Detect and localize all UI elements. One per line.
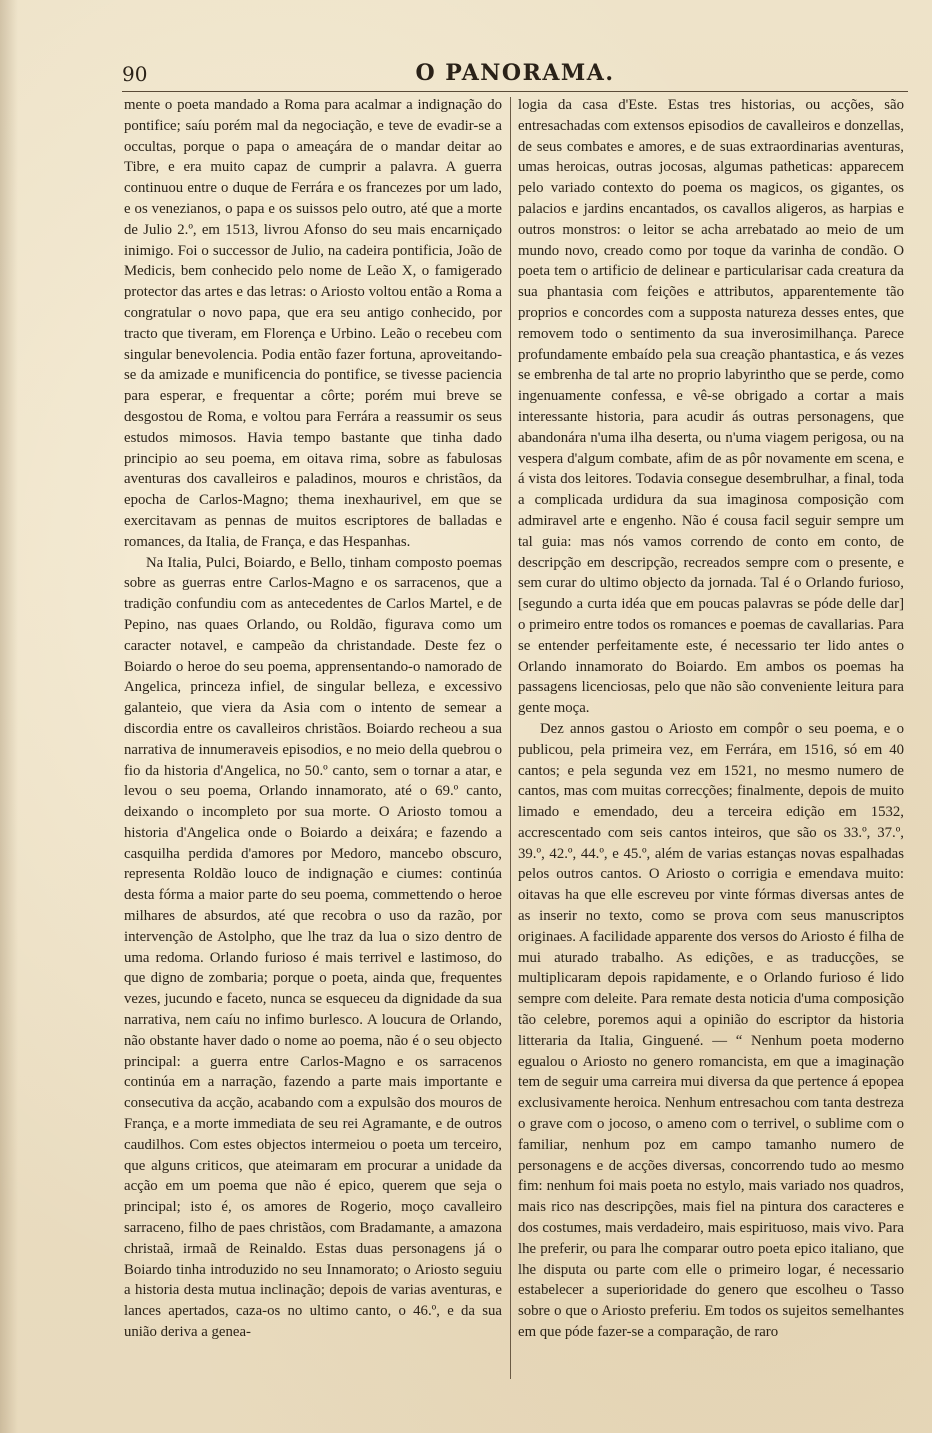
paragraph: Na Italia, Pulci, Boiardo, e Bello, tinham composto poemas sobre as guerras entre Carlos-Magno e os sarracenos, que a tradição confundiu com as antecedentes de Carlos Martel, e de Pepino, nas quaes Orlando, ou Roldão, figurava como um caracter notavel, e campeão da christandade. Deste fez o Boiardo o heroe do seu poema, apprensentando-o namorado de Angelica, princeza infiel, de singular belleza, e excessivo galanteio, que viera da Asia com o intento de semear a discordia entre os cavalleiros christãos. Boiardo recheou a sua narrativa de innumeraveis episodios, e no meio della quebrou o fio da historia d'Angelica, no 50.º canto, sem o tornar a atar, e levou o seu poema, Orlando innamorato, até o 69.º canto, deixando o incompleto por sua morte. O Ariosto tomou a historia d'Angelica onde o Boiardo a deixára; e fazendo a casquilha perdida d'amores por Medoro, mancebo obscuro, representa Roldão louco de indignação e ciumes: continúa desta fórma a maior parte do seu poema, commettendo o heroe milhares de absurdos, até que recobra o uso da razão, por intervenção de Astolpho, que lhe traz da lua o sizo dentro de uma redoma. Orlando furioso é mais terrivel e lastimoso, do que digno de zombaria; porque o poeta, ainda que, frequentes vezes, jucundo e faceto, nunca se esqueceu da dignidade da sua narrativa, nem caíu no infimo burlesco. A loucura de Orlando, não obstante haver dado o nome ao poema, não é o seu objecto principal: a guerra entre Carlos-Magno e os sarracenos continúa em a narração, fazendo a parte mais importante e consecutiva da acção, acabando com a expulsão dos mouros de França, e a morte immediata de seu rei Agramante, e de outros caudilhos. Com estes objectos intermeiou o poeta um terceiro, que alguns criticos, que ateimaram em procurar a unidade da acção em um poema que não é epico, querem que seja o principal; isto é, os amores de Rogerio, moço cavalleiro sarraceno, filho de paes christãos, com Bradamante, a amazona christaã, irmaã de Reinaldo. Estas duas personagens já o Boiardo tinha introduzido no seu Innamorato; o Ariosto seguiu a historia desta mutua inclinação; depois de varias aventuras, e lances apertados, caza-os no ultimo canto, o 46.º, e da sua união deriva a genea- <box>124 554 502 1341</box>
paragraph: Dez annos gastou o Ariosto em compôr o seu poema, e o publicou, pela primeira vez, em Ferrára, em 1516, só em 40 cantos; e pela segunda vez em 1521, no mesmo numero de cantos, mas com muitas correcções; finalmente, depois de muito limado e emendado, deu a terceira edição em 1532, accrescentado com seis cantos inteiros, que são os 33.º, 37.º, 39.º, 42.º, 44.º, e 45.º, além de varias estanças novas espalhadas pelos outros cantos. O Ariosto o corrigia e emendava muito: oitavas ha que elle escreveu por vinte fórmas diversas antes de as inserir no texto, como se prova com seus manuscriptos originaes. A facilidade apparente dos versos do Ariosto é filha de mui aturado trabalho. As edições, e as traducções, se multiplicaram depois rapidamente, e o Orlando furioso é lido sempre com deleite. Para remate desta noticia d'uma composição tão celebre, poremos aqui a opinião do escriptor da historia litteraria da Italia, Ginguené. — “ Nenhum poeta moderno egualou o Ariosto no genero romancista, em que a imaginação tem de seguir uma carreira mui diversa da que pertence á epopea exclusivamente heroica. Nenhum entresachou com tanta destreza o grave com o jocoso, o ameno com o terrivel, o sublime com o familiar, nenhum poz em campo tamanho numero de personagens e de acções diversas, concorrendo tudo ao mesmo fim: nenhum foi mais poeta no estylo, mais variado nos quadros, mais rico nas descripções, mais fiel na pintura dos caracteres e dos costumes, mais verdadeiro, mais espirituoso, mais vivo. Para lhe preferir, ou para lhe comparar outro poeta epico italiano, que lhe disputa ou parte com elle o primeiro logar, é necessario estabelecer a superioridade do genero que escolheu o Tasso sobre o que o Ariosto preferiu. Em todos os sujeitos semelhantes em que póde fazer-se a comparação, de raro <box>518 720 904 1341</box>
header-rule <box>122 91 908 92</box>
paragraph: logia da casa d'Este. Estas tres historias, ou acções, são entresachadas com extensos episodios de cavalleiros e donzellas, de seus combates e amores, e de suas extraordinarias aventuras, umas heroicas, outras jocosas, algumas patheticas: apparecem pelo variado contexto do poema os magicos, os gigantes, os palacios e jardins encantados, os cavallos aligeros, as harpias e outros monstros: o leitor se acha arrebatado ao meio de um mundo novo, creado como por toque da varinha de condão. O poeta tem o artificio de delinear e particularisar cada creatura da sua phantasia com feições e attributos, apparentemente tão proprios e concordes com a supposta natureza desses entes, que removem todo o sentimento da sua inverosimilhança. Parece profundamente embaído pela sua creação phantastica, e ás vezes se embrenha de tal arte no proprio labyrintho que se perde, como ingenuamente confessa, e vê-se obrigado a cortar a mais interessante historia, para acudir ás outras personagens, que abandonára n'uma ilha deserta, ou n'uma viagem perigosa, ou na vespera d'algum combate, afim de as pôr novamente em scena, e á vista dos leitores. Todavia consegue desembrulhar, a final, toda a complicada urdidura da sua imaginosa composição com admiravel arte e engenho. Não é cousa facil seguir sempre um tal guia: mas nós vamos correndo de conto em conto, de descripção em descripção, recreados sempre com o presente, e sem curar do ultimo objecto da jornada. Tal é o Orlando furioso, [segundo a curta idéa que em poucas palavras se póde delle dar] o primeiro entre todos os romances e poemas de cavallarias. Para se entender perfeitamente este, é necessario ter lido antes o Orlando innamorato do Boiardo. Em ambos os poemas ha passagens licenciosas, pelo que não são conveniente leitura para gente moça. <box>518 97 904 717</box>
column-divider <box>510 97 511 1379</box>
page-header <box>122 60 908 90</box>
scan-edge-shadow <box>0 0 18 1433</box>
paragraph: mente o poeta mandado a Roma para acalmar a indignação do pontifice; saíu porém mal da negociação, e teve de evadir-se a occultas, porque o papa o ameaçára de o mandar deitar ao Tibre, e era muito capaz de cumprir a palavra. A guerra continuou entre o duque de Ferrára e os francezes por um lado, e os venezianos, o papa e os suissos pelo outro, até que a morte de Julio 2.º, em 1513, livrou Afonso do seu mais encarniçado inimigo. Foi o successor de Julio, na cadeira pontificia, João de Medicis, bem conhecido pelo nome de Leão X, o famigerado protector das artes e das letras: o Ariosto voltou então a Roma a congratular o novo papa, que era seu antigo conhecido, por tracto que tiveram, em Florença e Urbino. Leão o recebeu com singular benevolencia. Podia então fazer fortuna, aproveitando-se da amizade e munificencia do pontifice, se tivesse paciencia para esperar, e frequentar a côrte; porém mui breve se desgostou de Roma, e voltou para Ferrára a reassumir os seus estudos mimosos. Havia tempo bastante que tinha dado principio ao seu poema, em oitava rima, sobre as fabulosas aventuras dos cavalleiros e paladinos, mouros e christãos, da epocha de Carlos-Magno; thema inexhaurivel, em que se exercitavam as pennas de muitos escriptores de balladas e romances, da Italia, de França, e das Hespanhas. <box>124 97 502 550</box>
page-number: 90 <box>122 62 148 86</box>
left-column <box>124 95 502 1343</box>
right-column <box>518 95 904 1343</box>
running-title: O PANORAMA. <box>415 60 615 86</box>
